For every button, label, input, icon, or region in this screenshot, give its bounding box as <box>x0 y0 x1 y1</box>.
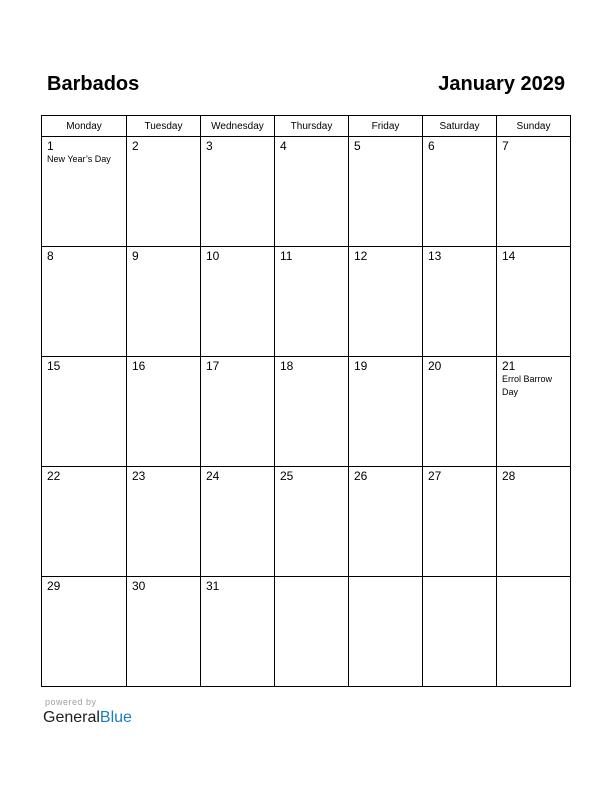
day-number: 8 <box>47 249 54 263</box>
day-number: 20 <box>428 359 442 373</box>
brand-part-blue: Blue <box>99 709 132 726</box>
holiday-label: New Year’s Day <box>47 154 111 164</box>
holiday-label: Errol Barrow Day <box>502 374 553 397</box>
day-number: 6 <box>428 139 435 153</box>
day-number: 12 <box>354 249 368 263</box>
day-number: 28 <box>502 469 516 483</box>
day-cell <box>349 137 423 247</box>
day-number: 11 <box>280 249 293 263</box>
day-cell <box>275 357 349 467</box>
month-year-title: January 2029 <box>438 73 565 95</box>
day-cell <box>42 467 127 577</box>
day-cell <box>201 137 275 247</box>
day-number: 16 <box>132 359 146 373</box>
day-number: 24 <box>206 469 220 483</box>
powered-by-text: powered by <box>45 697 97 707</box>
weekday-header: Tuesday <box>127 116 201 137</box>
footer-branding <box>43 697 132 728</box>
day-number: 18 <box>280 359 294 373</box>
week-row <box>42 357 571 467</box>
week-row <box>42 577 571 687</box>
day-cell <box>423 357 497 467</box>
day-cell <box>275 137 349 247</box>
day-cell <box>497 137 571 247</box>
day-cell <box>42 247 127 357</box>
day-cell <box>349 357 423 467</box>
day-number: 1 <box>47 139 54 153</box>
day-cell <box>275 467 349 577</box>
calendar-grid <box>41 115 571 687</box>
day-cell <box>497 357 571 467</box>
day-number <box>423 577 496 579</box>
day-number: 19 <box>354 359 368 373</box>
day-cell <box>275 577 349 687</box>
day-number: 4 <box>280 139 287 153</box>
day-number: 17 <box>206 359 220 373</box>
weekday-header: Thursday <box>275 116 349 137</box>
day-cell <box>497 467 571 577</box>
day-cell <box>349 247 423 357</box>
day-cell <box>423 577 497 687</box>
day-number: 29 <box>47 579 61 593</box>
day-number: 30 <box>132 579 146 593</box>
day-cell <box>201 357 275 467</box>
day-number: 3 <box>206 139 213 153</box>
day-cell <box>127 137 201 247</box>
day-number: 23 <box>132 469 146 483</box>
day-number: 15 <box>47 359 61 373</box>
weekday-header: Saturday <box>423 116 497 137</box>
week-row <box>42 467 571 577</box>
day-cell <box>42 357 127 467</box>
day-number: 21 <box>502 359 516 373</box>
day-number: 9 <box>132 249 139 263</box>
generalblue-logo[interactable] <box>43 708 132 728</box>
day-cell <box>42 137 127 247</box>
weekday-header: Monday <box>42 116 127 137</box>
day-number: 31 <box>206 579 220 593</box>
day-cell <box>349 467 423 577</box>
day-cell <box>275 247 349 357</box>
day-number <box>275 577 348 579</box>
weekday-header-row <box>42 116 571 137</box>
day-cell <box>497 247 571 357</box>
weekday-header: Wednesday <box>201 116 275 137</box>
day-cell <box>127 247 201 357</box>
day-cell <box>497 577 571 687</box>
day-cell <box>127 357 201 467</box>
day-cell <box>423 137 497 247</box>
day-number: 13 <box>428 249 442 263</box>
day-cell <box>127 467 201 577</box>
brand-part-general: General <box>43 709 100 726</box>
day-number: 27 <box>428 469 442 483</box>
day-cell <box>349 577 423 687</box>
week-row <box>42 247 571 357</box>
day-cell <box>42 577 127 687</box>
country-title: Barbados <box>47 73 140 95</box>
day-number <box>349 577 422 579</box>
day-number: 14 <box>502 249 516 263</box>
day-number: 10 <box>206 249 220 263</box>
day-cell <box>201 467 275 577</box>
weekday-header: Sunday <box>497 116 571 137</box>
day-number: 22 <box>47 469 61 483</box>
day-cell <box>127 577 201 687</box>
day-number: 25 <box>280 469 294 483</box>
day-cell <box>423 467 497 577</box>
day-number: 7 <box>502 139 509 153</box>
weekday-header: Friday <box>349 116 423 137</box>
day-cell <box>201 577 275 687</box>
day-number: 26 <box>354 469 368 483</box>
day-cell <box>423 247 497 357</box>
day-number <box>497 577 570 579</box>
week-row <box>42 137 571 247</box>
day-number: 5 <box>354 139 361 153</box>
day-cell <box>201 247 275 357</box>
day-number: 2 <box>132 139 139 153</box>
